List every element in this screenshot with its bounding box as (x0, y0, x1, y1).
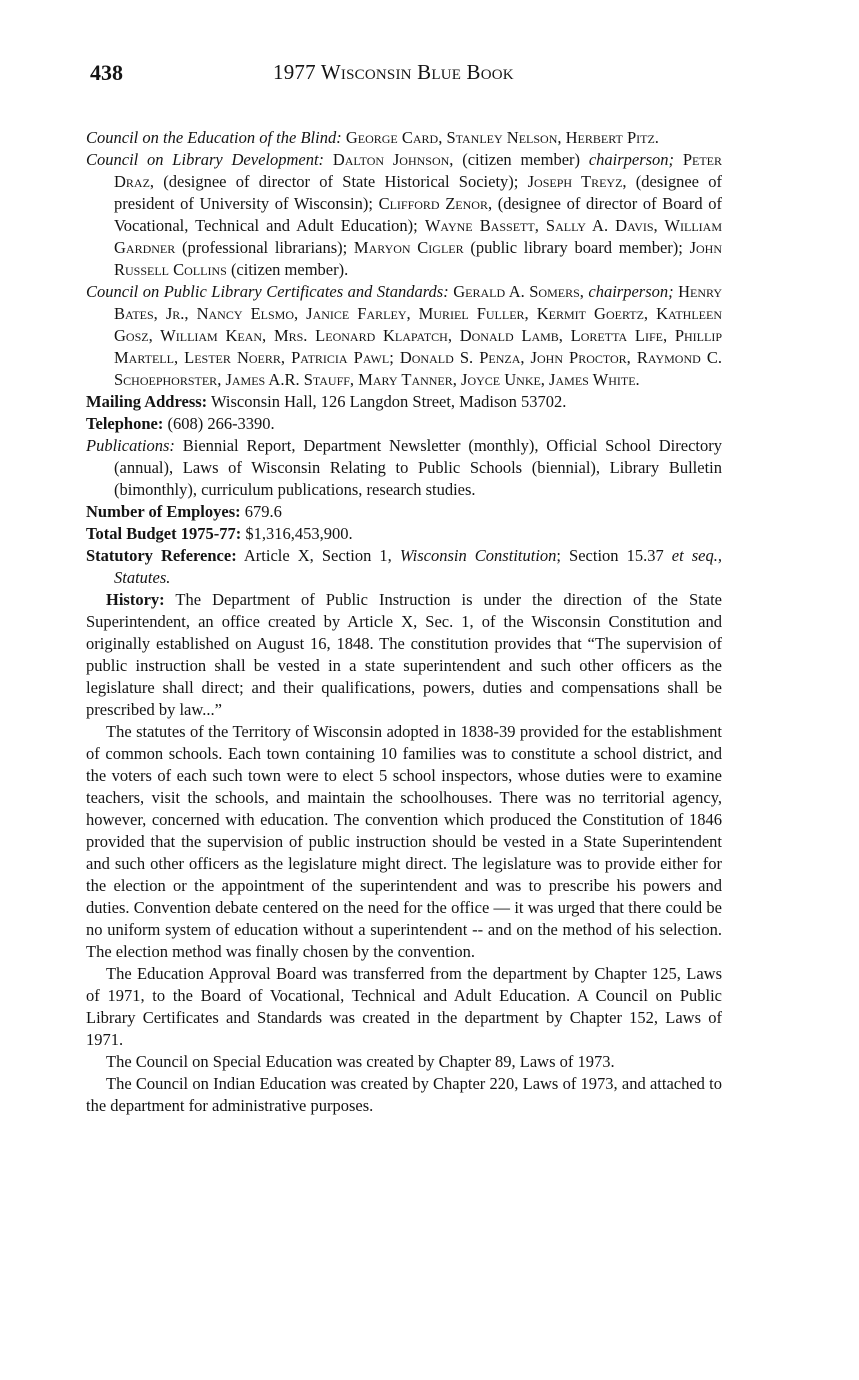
mailing-address-value: Wisconsin Hall, 126 Langdon Street, Madison 53702. (211, 392, 567, 411)
employees-value: 679.6 (244, 502, 282, 521)
history-paragraph: The statutes of the Territory of Wisconsin adopted in 1838-39 provided for the establishment of common schools. Each town containing 10 families was to constitute a school district, and the voters of each such town were to elect 5 school inspectors, whose duties were to examine teachers, visit the schools, and maintain the schoolhouses. There was no territorial agency, however, concerned with education. The convention which produced the Constitution of 1846 provided that the supervision of public instruction should be vested in a State Superintendent and such other officers as the legislature might direct. The legislature was to provide either for the election or the appointment of the superintendent and was to prescribe his powers and duties. Convention debate centered on the need for the office — it was urged that there could be no uniform system of education without a superintendent -- and on the method of his selection. The election method was finally chosen by the convention. (86, 722, 722, 961)
publications-value: Biennial Report, Department Newsletter (monthly), Official School Directory (annual), Laws of Wisconsin Relating to Public Schools (biennial), Library Bulletin (bimonthly), curriculum publications, research studies. (114, 436, 722, 499)
statutory-reference-label: Statutory Reference: (86, 546, 237, 565)
telephone (86, 413, 722, 435)
history-paragraph: The Education Approval Board was transferred from the department by Chapter 125, Laws of 1971, to the Board of Vocational, Technical and Adult Education. A Council on Public Library Certificates and Standards was created in the department by Chapter 152, Laws of 1971. (86, 964, 722, 1049)
member-name: Dalton Johnson, (332, 150, 454, 169)
telephone-value: (608) 266-3390. (167, 414, 275, 433)
member-note: (citizen member) (453, 150, 589, 169)
history-paragraph-text: The Department of Public Instruction is under the direction of the State Superintendent, an office created by Article X, Sec. 1, of the Wisconsin Constitution and originally established on August 16, 1848. The constitution provides that “The supervision of public instruction shall be vested in a state superintendent and such other officers as the legislature shall direct; and their qualifications, powers, duties and compensations shall be prescribed by law...” (86, 590, 722, 719)
council-library-development-entry (86, 149, 722, 281)
statutory-text: Article X, Section 1, (243, 546, 400, 565)
council-blind-label: Council on the Education of the Blind: (86, 128, 342, 147)
total-budget (86, 523, 722, 545)
total-budget-label: Total Budget 1975-77: (86, 524, 242, 543)
member-name: Clifford Zenor, (378, 194, 493, 213)
telephone-label: Telephone: (86, 414, 164, 433)
member-note: (public library board member); (463, 238, 690, 257)
employees (86, 501, 722, 523)
total-budget-value: $1,316,453,900. (245, 524, 353, 543)
statutory-constitution: Wisconsin Constitution (399, 546, 557, 565)
history-label: History: (106, 590, 165, 609)
history-paragraph: The Council on Indian Education was created by Chapter 220, Laws of 1973, and attached to the department for administrative purposes. (86, 1074, 722, 1115)
page-header (90, 60, 730, 96)
council-public-library-members: Henry Bates, Jr., Nancy Elsmo, Janice Farley, Muriel Fuller, Kermit Goertz, Kathleen Gosz, William Kean, Mrs. Leonard Klapatch, Donald Lamb, Loretta Life, Phillip Martell, Lester Noerr, Patricia Pawl; Donald S. Penza, John Proctor, Raymond C. Schoephorster, James A.R. Stauff, Mary Tanner, Joyce Unke, James White. (114, 282, 723, 389)
member-note: (designee of director of Board of Vocational, Technical and Adult Education); (114, 194, 722, 235)
member-note: (professional librarians); (175, 238, 354, 257)
history-paragraph (86, 589, 722, 721)
statutory-et-seq: et seq., Statutes. (114, 546, 723, 587)
member-note: (designee of director of State Historical Society); (154, 172, 528, 191)
council-library-development-label: Council on Library Development: (86, 150, 325, 169)
member-name: John Russell Collins (114, 238, 722, 279)
council-public-library-label: Council on Public Library Certificates and Standards: (86, 282, 449, 301)
member-note: (citizen member). (226, 260, 349, 279)
council-chair-role: chairperson; (588, 282, 674, 301)
member-note: (designee of president of University of Wisconsin); (114, 172, 722, 213)
mailing-address (86, 391, 722, 413)
page-body (86, 127, 722, 1117)
page-number: 438 (90, 60, 123, 85)
council-blind-members: George Card, Stanley Nelson, Herbert Pitz. (345, 128, 659, 147)
council-chair-name: Gerald A. Somers, (453, 282, 584, 301)
council-blind-entry (86, 127, 722, 149)
running-head: 1977 Wisconsin Blue Book (273, 60, 514, 84)
member-name: Wayne Bassett, Sally A. Davis, William Gardner (114, 216, 722, 257)
council-public-library-entry (86, 281, 722, 391)
member-name: Peter Draz, (114, 150, 723, 191)
member-role: chairperson; (588, 150, 675, 169)
history-paragraph: The Council on Special Education was created by Chapter 89, Laws of 1973. (106, 1052, 615, 1071)
publications (86, 435, 722, 501)
employees-label: Number of Employes: (86, 502, 241, 521)
member-name: Joseph Treyz, (527, 172, 627, 191)
member-name: Maryon Cigler (353, 238, 464, 257)
publications-label: Publications: (86, 436, 175, 455)
mailing-address-label: Mailing Address: (86, 392, 208, 411)
statutory-text: ; Section 15.37 (556, 546, 672, 565)
statutory-reference (86, 545, 722, 589)
